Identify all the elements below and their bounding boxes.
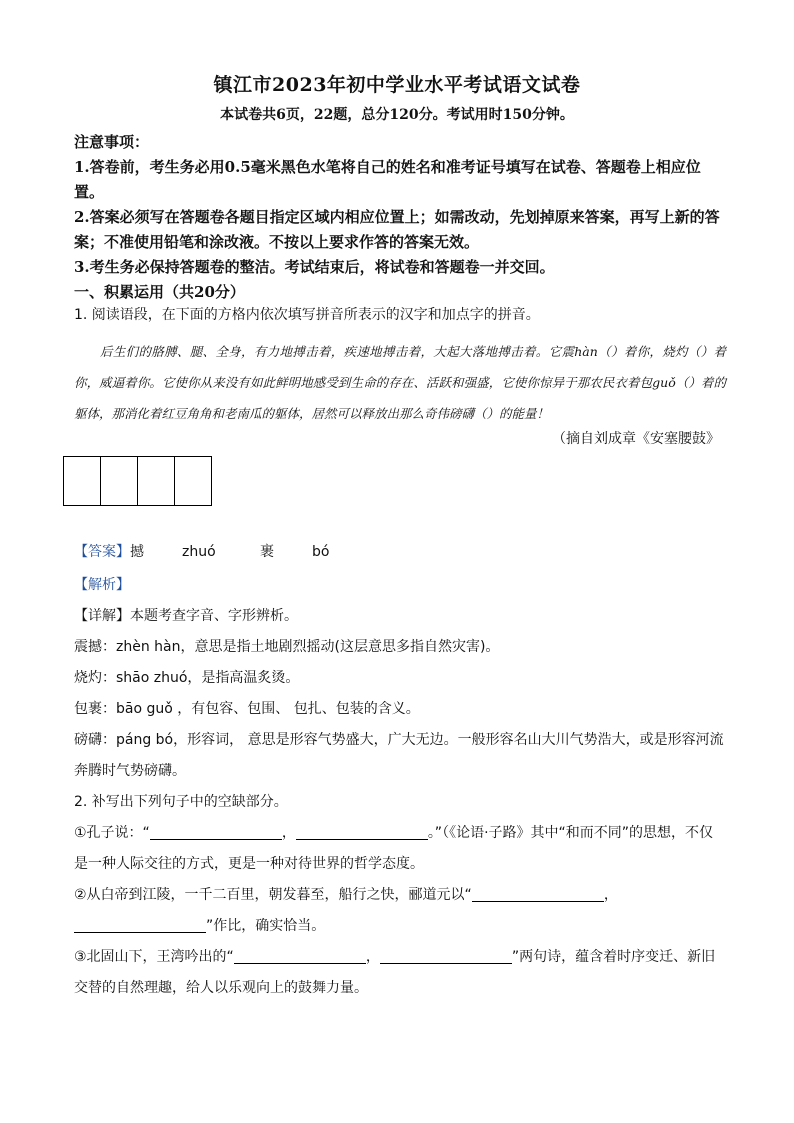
- fill-blank[interactable]: [380, 947, 512, 964]
- page-title: 镇江市2023年初中学业水平考试语文试卷: [213, 74, 581, 96]
- notes-section: [74, 130, 726, 305]
- notes-item-2: 2.答案必须写在答题卷各题目指定区域内相应位置上；如需改动，先划掉原来答案，再写上新的答案；不准使用铅笔和涂改液。不按以上要求作答的答案无效。: [74, 208, 720, 251]
- q1-prompt: 1. 阅读语段，在下面的方格内依次填写拼音所表示的汉字和加点字的拼音。: [74, 307, 540, 323]
- q2-prompt: 2. 补写出下列句子中的空缺部分。: [74, 794, 288, 810]
- q2-item-3-tail: ”两句诗，蕴含着时序变迁、新旧交替的自然理趣，给人以乐观向上的鼓舞力量。: [74, 949, 716, 996]
- fill-blank[interactable]: [296, 823, 428, 840]
- explanation-4: 磅礴：páng bó，形容词， 意思是形容气势盛大，广大无边。一般形容名山大川气势浩大，或是形容河流奔腾时气势磅礴。: [74, 732, 724, 779]
- explanation-2: 烧灼：shāo zhuó，是指高温炙烫。: [74, 670, 300, 686]
- q2-item-1-sep: ，: [281, 825, 296, 841]
- fill-blank[interactable]: [234, 947, 366, 964]
- detail-text: 本题考查字音、字形辨析。: [130, 608, 298, 624]
- q1-answer-row: [74, 541, 329, 561]
- answer-cell[interactable]: [174, 456, 212, 506]
- answer-grid: [64, 456, 212, 506]
- answer-cell[interactable]: [137, 456, 175, 506]
- passage-source: （摘自刘成章《安塞腰鼓》: [552, 431, 720, 447]
- exam-info: 本试卷共6页，22题，总分120分。考试用时150分钟。: [220, 107, 574, 123]
- q2-item-1-tail: 。”（《论语·子路》其中“和而不同”的思想，不仅是一种人际交往的方式，更是一种对待世界的哲学态度。: [74, 825, 714, 872]
- explanation-3: 包裹：bāo guǒ ，有包容、包围、 包扎、包装的含义。: [74, 701, 420, 717]
- answer-cell[interactable]: [63, 456, 101, 506]
- answer-tag: 【答案】: [74, 544, 130, 560]
- q2-item-1-lead: ①孔子说：“: [74, 825, 150, 841]
- notes-heading: 注意事项：: [74, 133, 150, 151]
- section-heading: 一、积累运用（共20分）: [74, 283, 245, 301]
- q2-item-2-lead: ②从白帝到江陵，一千二百里，朝发暮至，船行之快，郦道元以“: [74, 887, 472, 903]
- q2-item-2-sep: ，: [603, 887, 618, 903]
- q2-item-1: [74, 818, 726, 880]
- answer-2: zhuó: [182, 544, 216, 560]
- fill-blank[interactable]: [150, 823, 282, 840]
- q2-item-3: [74, 942, 726, 1004]
- q2-item-3-lead: ③北固山下，王湾吟出的“: [74, 949, 234, 965]
- q2-item-2: [74, 880, 726, 942]
- answer-1: 撼: [130, 544, 144, 560]
- notes-item-1: 1.答卷前，考生务必用0.5毫米黑色水笔将自己的姓名和准考证号填写在试卷、答题卷上相应位置。: [74, 158, 701, 201]
- q2-item-3-sep: ，: [365, 949, 380, 965]
- detail-tag: 【详解】: [74, 608, 130, 624]
- q2-block: [74, 787, 726, 1004]
- analysis-tag: 【解析】: [74, 577, 130, 593]
- q1-analysis: [74, 570, 726, 787]
- explanation-1: 震撼：zhèn hàn，意思是指土地剧烈摇动(这层意思多指自然灾害)。: [74, 639, 500, 655]
- detail-line: [74, 601, 726, 632]
- fill-blank[interactable]: [472, 885, 604, 902]
- q1-passage-block: [74, 336, 726, 429]
- fill-blank[interactable]: [74, 916, 206, 933]
- q1-prompt-block: [74, 300, 726, 331]
- q2-item-2-tail: ”作比，确实恰当。: [206, 918, 326, 934]
- answer-4: bó: [312, 544, 330, 560]
- q1-passage: 后生们的胳膊、腿、全身，有力地搏击着，疾速地搏击着，大起大落地搏击着。它震hàn（）着你，烧灼（）着你，威逼着你。它使你从来没有如此鲜明地感受到生命的存在、活跃和强盛，它使你惊异于那农民衣着包guǒ（）着的躯体，那消化着红豆角角和老南瓜的躯体，居然可以释放出那么奇伟磅礴（）的能量！: [74, 344, 726, 421]
- answer-cell[interactable]: [100, 456, 138, 506]
- notes-item-3: 3.考生务必保持答题卷的整洁。考试结束后，将试卷和答题卷一并交回。: [74, 258, 555, 276]
- answer-3: 裹: [260, 544, 274, 560]
